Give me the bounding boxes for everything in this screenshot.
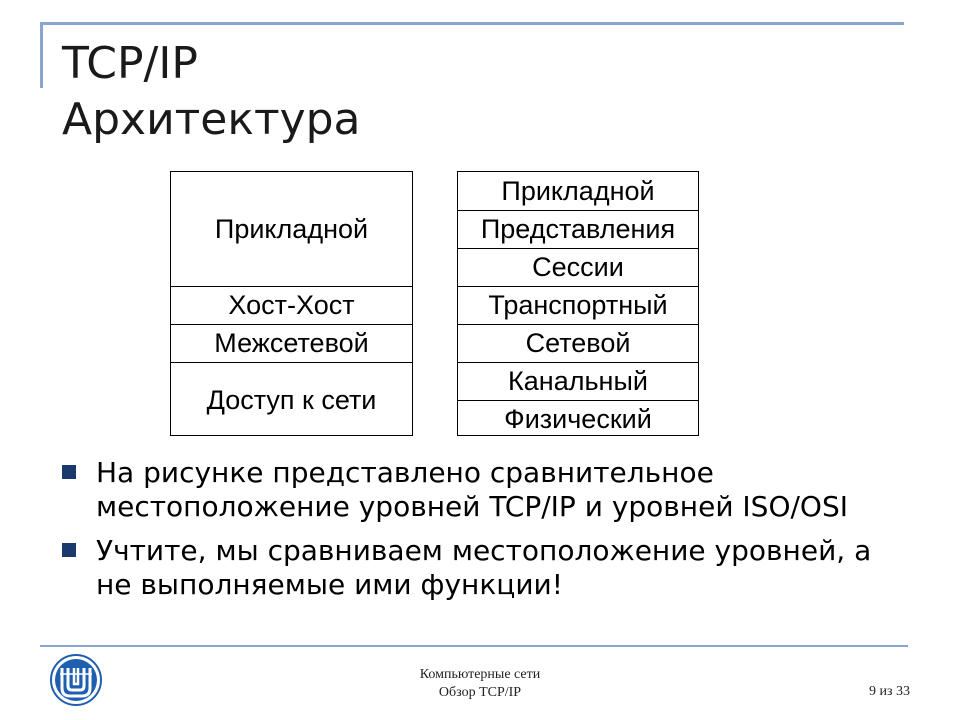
- osi-layer-session: Сессии: [458, 248, 698, 286]
- footer-divider: [40, 645, 908, 647]
- footer-topic: Обзор TCP/IP: [438, 685, 522, 700]
- osi-layer-presentation: Представления: [458, 210, 698, 248]
- bullet-square-icon: [62, 465, 76, 479]
- frame-top-line: [40, 22, 904, 25]
- osi-layer-transport: Транспортный: [458, 286, 698, 324]
- footer-caption: [380, 666, 580, 702]
- osi-layer-application: Прикладной: [501, 175, 655, 206]
- bullet-text: Учтите, мы сравниваем местоположение уровней, а не выполняемые ими функции!: [96, 534, 872, 601]
- footer-course: Компьютерные сети: [419, 667, 541, 682]
- tcpip-stack: [170, 171, 413, 436]
- osi-layer-network: Сетевой: [458, 324, 698, 362]
- tcpip-layer-host-to-host: Хост-Хост: [171, 286, 412, 324]
- frame-left-line: [40, 22, 43, 88]
- tcpip-layer-application: Прикладной: [214, 213, 369, 244]
- university-logo-icon: [50, 654, 102, 706]
- page-number: 9 из 33: [868, 684, 910, 699]
- bullet-list: [58, 456, 888, 612]
- tcpip-layer-network-access: Доступ к сети: [171, 362, 412, 437]
- bullet-text: На рисунке представлено сравнительное местоположение уровней TCP/IP и уровней ISO/OSI: [96, 456, 848, 523]
- slide-title-line2: Архитектура: [62, 94, 361, 145]
- osi-layer-data-link: Канальный: [458, 362, 698, 400]
- osi-layer-physical: Физический: [458, 400, 698, 437]
- osi-stack: [457, 171, 699, 436]
- bullet-item: [58, 534, 888, 602]
- slide-title: [62, 36, 361, 148]
- bullet-square-icon: [62, 543, 76, 557]
- slide-title-line1: TCP/IP: [62, 38, 198, 89]
- tcpip-layer-internet: Межсетевой: [171, 324, 412, 362]
- bullet-item: [58, 456, 888, 524]
